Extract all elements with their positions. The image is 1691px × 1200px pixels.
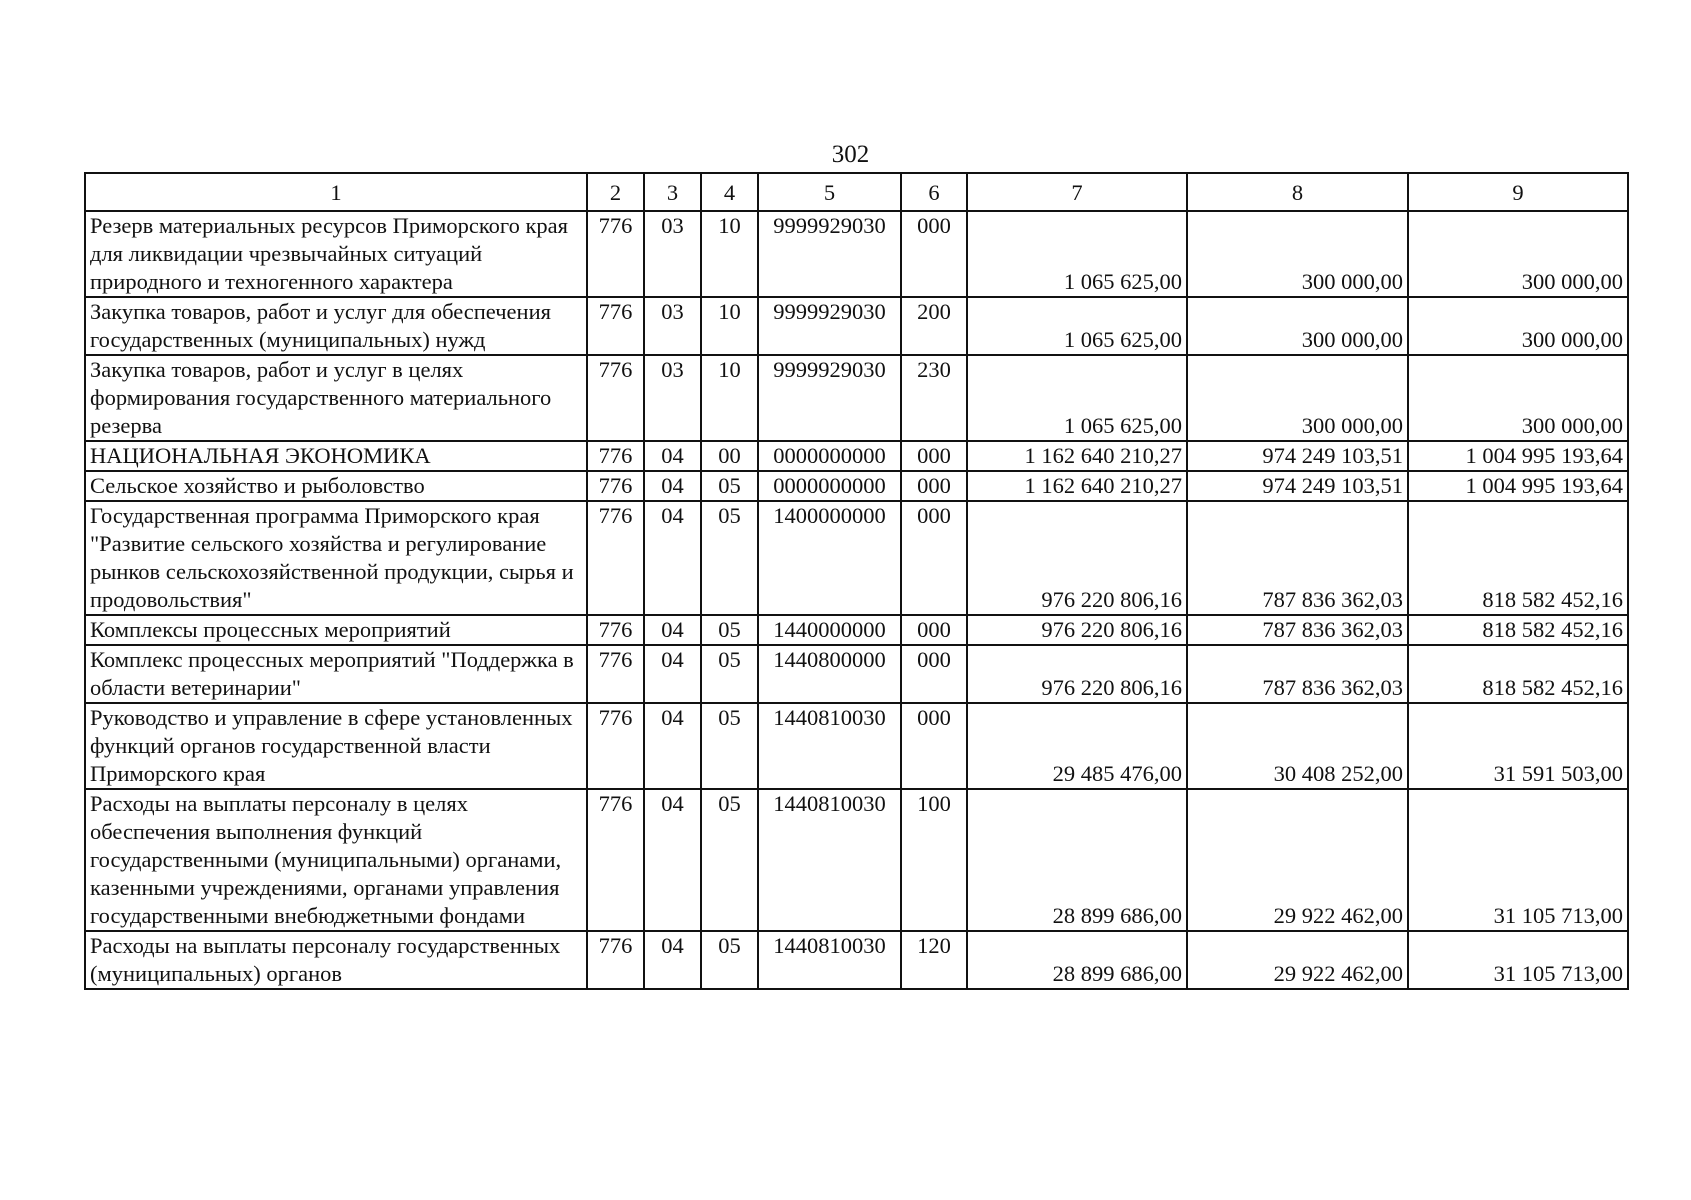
code-col-4: 05 [701, 501, 758, 615]
code-col-6: 000 [901, 645, 967, 703]
row-name: Расходы на выплаты персоналу государственных (муниципальных) органов [85, 931, 587, 989]
code-col-2: 776 [587, 441, 644, 471]
page-number: 302 [831, 141, 870, 168]
code-col-3: 04 [644, 645, 701, 703]
code-col-5: 9999929030 [758, 297, 901, 355]
amount-col-7: 1 162 640 210,27 [967, 471, 1187, 501]
column-header: 3 [644, 173, 701, 211]
code-col-4: 00 [701, 441, 758, 471]
amount-col-9: 818 582 452,16 [1408, 615, 1628, 645]
code-col-3: 04 [644, 471, 701, 501]
code-col-6: 230 [901, 355, 967, 441]
code-col-5: 1440800000 [758, 645, 901, 703]
amount-col-8: 974 249 103,51 [1187, 441, 1408, 471]
code-col-3: 03 [644, 355, 701, 441]
table-row [85, 297, 1628, 355]
column-header: 6 [901, 173, 967, 211]
amount-col-9: 31 105 713,00 [1408, 789, 1628, 931]
code-col-3: 04 [644, 931, 701, 989]
row-name: Расходы на выплаты персоналу в целях обеспечения выполнения функций государственными (муниципальными) органами, казенными учреждениями, органами управления государственными внебюджетными фондами [85, 789, 587, 931]
code-col-5: 1440810030 [758, 931, 901, 989]
table-row [85, 355, 1628, 441]
amount-col-8: 787 836 362,03 [1187, 501, 1408, 615]
code-col-4: 05 [701, 471, 758, 501]
code-col-4: 05 [701, 789, 758, 931]
column-header: 1 [85, 173, 587, 211]
table-row [85, 501, 1628, 615]
row-name: Закупка товаров, работ и услуг для обеспечения государственных (муниципальных) нужд [85, 297, 587, 355]
code-col-4: 05 [701, 931, 758, 989]
code-col-2: 776 [587, 501, 644, 615]
code-col-3: 04 [644, 501, 701, 615]
column-header: 9 [1408, 173, 1628, 211]
code-col-6: 000 [901, 471, 967, 501]
amount-col-7: 1 162 640 210,27 [967, 441, 1187, 471]
table-row [85, 931, 1628, 989]
amount-col-7: 29 485 476,00 [967, 703, 1187, 789]
code-col-6: 000 [901, 501, 967, 615]
code-col-2: 776 [587, 931, 644, 989]
amount-col-7: 28 899 686,00 [967, 931, 1187, 989]
amount-col-8: 787 836 362,03 [1187, 645, 1408, 703]
amount-col-9: 1 004 995 193,64 [1408, 441, 1628, 471]
code-col-2: 776 [587, 297, 644, 355]
code-col-6: 100 [901, 789, 967, 931]
row-name: Сельское хозяйство и рыболовство [85, 471, 587, 501]
amount-col-9: 1 004 995 193,64 [1408, 471, 1628, 501]
amount-col-8: 300 000,00 [1187, 355, 1408, 441]
amount-col-9: 300 000,00 [1408, 211, 1628, 297]
code-col-4: 10 [701, 355, 758, 441]
row-name: Комплекс процессных мероприятий "Поддержка в области ветеринарии" [85, 645, 587, 703]
row-name: Комплексы процессных мероприятий [85, 615, 587, 645]
amount-col-8: 29 922 462,00 [1187, 931, 1408, 989]
amount-col-7: 976 220 806,16 [967, 615, 1187, 645]
row-name: Резерв материальных ресурсов Приморского края для ликвидации чрезвычайных ситуаций природного и техногенного характера [85, 211, 587, 297]
code-col-5: 1440810030 [758, 703, 901, 789]
amount-col-9: 818 582 452,16 [1408, 501, 1628, 615]
code-col-2: 776 [587, 789, 644, 931]
amount-col-7: 976 220 806,16 [967, 501, 1187, 615]
table-row [85, 789, 1628, 931]
code-col-2: 776 [587, 615, 644, 645]
code-col-4: 05 [701, 645, 758, 703]
code-col-6: 000 [901, 615, 967, 645]
table-row [85, 211, 1628, 297]
amount-col-8: 30 408 252,00 [1187, 703, 1408, 789]
code-col-6: 200 [901, 297, 967, 355]
row-name: Государственная программа Приморского края "Развитие сельского хозяйства и регулирование рынков сельскохозяйственной продукции, сырья и продовольствия" [85, 501, 587, 615]
code-col-5: 1440000000 [758, 615, 901, 645]
code-col-2: 776 [587, 355, 644, 441]
amount-col-8: 974 249 103,51 [1187, 471, 1408, 501]
column-header: 4 [701, 173, 758, 211]
amount-col-7: 1 065 625,00 [967, 355, 1187, 441]
column-header: 2 [587, 173, 644, 211]
amount-col-9: 31 591 503,00 [1408, 703, 1628, 789]
code-col-6: 120 [901, 931, 967, 989]
code-col-5: 9999929030 [758, 211, 901, 297]
code-col-3: 04 [644, 703, 701, 789]
row-name: Руководство и управление в сфере установленных функций органов государственной власти Приморского края [85, 703, 587, 789]
code-col-2: 776 [587, 471, 644, 501]
table-row [85, 471, 1628, 501]
code-col-3: 03 [644, 211, 701, 297]
table-row [85, 441, 1628, 471]
code-col-5: 9999929030 [758, 355, 901, 441]
code-col-5: 0000000000 [758, 441, 901, 471]
amount-col-8: 787 836 362,03 [1187, 615, 1408, 645]
code-col-4: 10 [701, 297, 758, 355]
code-col-5: 0000000000 [758, 471, 901, 501]
code-col-3: 03 [644, 297, 701, 355]
code-col-2: 776 [587, 645, 644, 703]
code-col-6: 000 [901, 441, 967, 471]
code-col-6: 000 [901, 703, 967, 789]
code-col-5: 1400000000 [758, 501, 901, 615]
code-col-5: 1440810030 [758, 789, 901, 931]
amount-col-7: 1 065 625,00 [967, 211, 1187, 297]
code-col-4: 05 [701, 615, 758, 645]
amount-col-8: 300 000,00 [1187, 211, 1408, 297]
amount-col-8: 29 922 462,00 [1187, 789, 1408, 931]
column-header: 5 [758, 173, 901, 211]
table-row [85, 615, 1628, 645]
budget-table [84, 172, 1629, 990]
code-col-3: 04 [644, 441, 701, 471]
amount-col-7: 28 899 686,00 [967, 789, 1187, 931]
code-col-2: 776 [587, 703, 644, 789]
amount-col-8: 300 000,00 [1187, 297, 1408, 355]
code-col-6: 000 [901, 211, 967, 297]
amount-col-9: 818 582 452,16 [1408, 645, 1628, 703]
amount-col-7: 976 220 806,16 [967, 645, 1187, 703]
table-row [85, 703, 1628, 789]
code-col-3: 04 [644, 789, 701, 931]
code-col-2: 776 [587, 211, 644, 297]
amount-col-9: 300 000,00 [1408, 297, 1628, 355]
amount-col-9: 300 000,00 [1408, 355, 1628, 441]
column-number-row [85, 173, 1628, 211]
code-col-4: 10 [701, 211, 758, 297]
table-row [85, 645, 1628, 703]
code-col-4: 05 [701, 703, 758, 789]
row-name: НАЦИОНАЛЬНАЯ ЭКОНОМИКА [85, 441, 587, 471]
row-name: Закупка товаров, работ и услуг в целях формирования государственного материального резерва [85, 355, 587, 441]
code-col-3: 04 [644, 615, 701, 645]
amount-col-9: 31 105 713,00 [1408, 931, 1628, 989]
amount-col-7: 1 065 625,00 [967, 297, 1187, 355]
column-header: 8 [1187, 173, 1408, 211]
column-header: 7 [967, 173, 1187, 211]
